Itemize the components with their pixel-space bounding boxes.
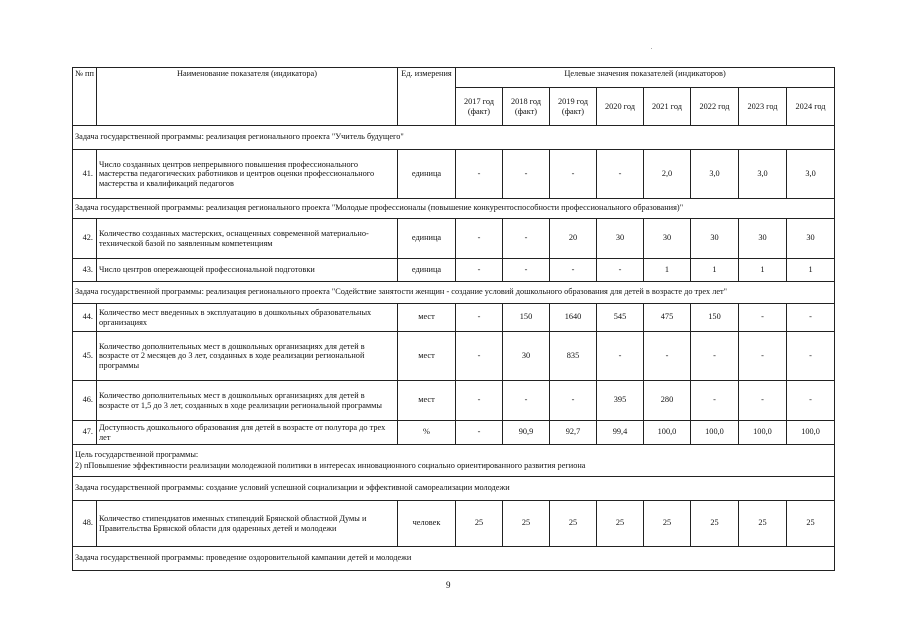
row-number: 42. bbox=[73, 219, 97, 259]
value-cell: 25 bbox=[691, 501, 739, 547]
value-cell: 90,9 bbox=[503, 421, 550, 445]
unit-cell: мест bbox=[398, 304, 456, 332]
table-row bbox=[73, 219, 835, 259]
value-cell: 1 bbox=[644, 259, 691, 282]
unit-cell: единица bbox=[398, 150, 456, 199]
header-year: 2019 год (факт) bbox=[550, 88, 597, 126]
value-cell: - bbox=[550, 259, 597, 282]
indicator-name: Количество мест введенных в эксплуатацию в дошкольных образовательных организациях bbox=[97, 304, 398, 332]
row-number: 47. bbox=[73, 421, 97, 445]
row-number: 48. bbox=[73, 501, 97, 547]
value-cell: 475 bbox=[644, 304, 691, 332]
value-cell: 2,0 bbox=[644, 150, 691, 199]
value-cell: 99,4 bbox=[597, 421, 644, 445]
table-row bbox=[73, 259, 835, 282]
value-cell: - bbox=[787, 304, 835, 332]
header-no: № пп bbox=[73, 68, 97, 126]
value-cell: 3,0 bbox=[787, 150, 835, 199]
value-cell: - bbox=[597, 259, 644, 282]
value-cell: - bbox=[550, 150, 597, 199]
row-number: 44. bbox=[73, 304, 97, 332]
unit-cell: мест bbox=[398, 332, 456, 381]
value-cell: 25 bbox=[644, 501, 691, 547]
header-year: 2024 год bbox=[787, 88, 835, 126]
value-cell: 1 bbox=[691, 259, 739, 282]
goal-line: Цель государственной программы: bbox=[75, 450, 199, 460]
scan-speck bbox=[651, 48, 652, 49]
value-cell: 100,0 bbox=[691, 421, 739, 445]
value-cell: 1 bbox=[739, 259, 787, 282]
value-cell: - bbox=[787, 332, 835, 381]
value-cell: 150 bbox=[503, 304, 550, 332]
value-cell: - bbox=[456, 421, 503, 445]
indicator-name: Число созданных центров непрерывного повышения профессионального мастерства педагогических работников и центров оценки профессионального мастерства и квалификаций педагогов bbox=[97, 150, 398, 199]
task-heading: Задача государственной программы: реализация регионального проекта "Содействие занятости женщин - создание условий дошкольного образования для детей в возрасте до трех лет" bbox=[73, 282, 835, 304]
value-cell: 20 bbox=[550, 219, 597, 259]
value-cell: 280 bbox=[644, 381, 691, 421]
value-cell: - bbox=[503, 381, 550, 421]
value-cell: 25 bbox=[597, 501, 644, 547]
table-row bbox=[73, 304, 835, 332]
table-row bbox=[73, 282, 835, 304]
table-row bbox=[73, 477, 835, 501]
value-cell: - bbox=[787, 381, 835, 421]
header-row bbox=[73, 68, 835, 88]
value-cell: - bbox=[739, 332, 787, 381]
value-cell: 30 bbox=[597, 219, 644, 259]
value-cell: - bbox=[456, 150, 503, 199]
value-cell: - bbox=[456, 332, 503, 381]
header-year: 2023 год bbox=[739, 88, 787, 126]
indicator-name: Количество дополнительных мест в дошкольных организациях для детей в возрасте от 1,5 до 3 лет, созданных в ходе реализации региональной программы bbox=[97, 381, 398, 421]
value-cell: - bbox=[550, 381, 597, 421]
row-number: 43. bbox=[73, 259, 97, 282]
value-cell: 3,0 bbox=[739, 150, 787, 199]
table-row bbox=[73, 501, 835, 547]
indicators-table bbox=[72, 67, 835, 571]
value-cell: - bbox=[597, 332, 644, 381]
row-number: 46. bbox=[73, 381, 97, 421]
task-heading: Задача государственной программы: создание условий успешной социализации и эффективной самореализации молодежи bbox=[73, 477, 835, 501]
value-cell: 100,0 bbox=[787, 421, 835, 445]
goal-line: 2) пПовышение эффективности реализации молодежной политики в интересах инновационного социально ориентированного развития региона bbox=[75, 460, 586, 470]
value-cell: 1640 bbox=[550, 304, 597, 332]
value-cell: 3,0 bbox=[691, 150, 739, 199]
value-cell: - bbox=[503, 150, 550, 199]
value-cell: - bbox=[503, 259, 550, 282]
value-cell: 395 bbox=[597, 381, 644, 421]
table-row bbox=[73, 445, 835, 477]
value-cell: - bbox=[456, 259, 503, 282]
header-year: 2018 год (факт) bbox=[503, 88, 550, 126]
task-heading: Задача государственной программы: проведение оздоровительной кампании детей и молодежи bbox=[73, 547, 835, 571]
page-number: 9 bbox=[446, 580, 451, 590]
value-cell: 30 bbox=[691, 219, 739, 259]
row-number: 41. bbox=[73, 150, 97, 199]
value-cell: - bbox=[691, 381, 739, 421]
header-unit: Ед. измерения bbox=[398, 68, 456, 126]
indicator-name: Количество дополнительных мест в дошкольных организациях для детей в возрасте от 2 месяцев до 3 лет, созданных в ходе реализации региональной программы bbox=[97, 332, 398, 381]
value-cell: - bbox=[644, 332, 691, 381]
goal-heading bbox=[73, 445, 835, 477]
value-cell: 150 bbox=[691, 304, 739, 332]
header-year: 2020 год bbox=[597, 88, 644, 126]
header-year: 2021 год bbox=[644, 88, 691, 126]
unit-cell: % bbox=[398, 421, 456, 445]
value-cell: 25 bbox=[550, 501, 597, 547]
indicator-name: Количество стипендиатов именных стипендий Брянской областной Думы и Правительства Брянской области для одаренных детей и молодежи bbox=[97, 501, 398, 547]
table-row bbox=[73, 199, 835, 219]
table-row bbox=[73, 332, 835, 381]
header-year: 2017 год (факт) bbox=[456, 88, 503, 126]
unit-cell: единица bbox=[398, 259, 456, 282]
row-number: 45. bbox=[73, 332, 97, 381]
task-heading: Задача государственной программы: реализация регионального проекта "Учитель будущего" bbox=[73, 126, 835, 150]
table-row bbox=[73, 421, 835, 445]
value-cell: 100,0 bbox=[644, 421, 691, 445]
value-cell: - bbox=[597, 150, 644, 199]
indicator-name: Доступность дошкольного образования для детей в возрасте от полутора до трех лет bbox=[97, 421, 398, 445]
value-cell: 25 bbox=[456, 501, 503, 547]
task-heading: Задача государственной программы: реализация регионального проекта "Молодые профессионалы (повышение конкурентоспособности профессионального образования)" bbox=[73, 199, 835, 219]
header-year: 2022 год bbox=[691, 88, 739, 126]
indicator-name: Число центров опережающей профессиональной подготовки bbox=[97, 259, 398, 282]
value-cell: 25 bbox=[739, 501, 787, 547]
table-row bbox=[73, 126, 835, 150]
value-cell: - bbox=[456, 219, 503, 259]
value-cell: - bbox=[456, 381, 503, 421]
value-cell: - bbox=[691, 332, 739, 381]
value-cell: - bbox=[503, 219, 550, 259]
value-cell: - bbox=[456, 304, 503, 332]
table-row bbox=[73, 381, 835, 421]
value-cell: 100,0 bbox=[739, 421, 787, 445]
value-cell: - bbox=[739, 304, 787, 332]
value-cell: 25 bbox=[787, 501, 835, 547]
value-cell: 30 bbox=[739, 219, 787, 259]
value-cell: 92,7 bbox=[550, 421, 597, 445]
value-cell: - bbox=[739, 381, 787, 421]
unit-cell: единица bbox=[398, 219, 456, 259]
value-cell: 835 bbox=[550, 332, 597, 381]
header-name: Наименование показателя (индикатора) bbox=[97, 68, 398, 126]
unit-cell: мест bbox=[398, 381, 456, 421]
unit-cell: человек bbox=[398, 501, 456, 547]
value-cell: 545 bbox=[597, 304, 644, 332]
table-row bbox=[73, 150, 835, 199]
header-targets: Целевые значения показателей (индикаторов) bbox=[456, 68, 835, 88]
value-cell: 30 bbox=[644, 219, 691, 259]
value-cell: 30 bbox=[503, 332, 550, 381]
table-row bbox=[73, 547, 835, 571]
value-cell: 30 bbox=[787, 219, 835, 259]
indicator-name: Количество созданных мастерских, оснащенных современной материально-технической базой по заявленным компетенциям bbox=[97, 219, 398, 259]
value-cell: 1 bbox=[787, 259, 835, 282]
value-cell: 25 bbox=[503, 501, 550, 547]
